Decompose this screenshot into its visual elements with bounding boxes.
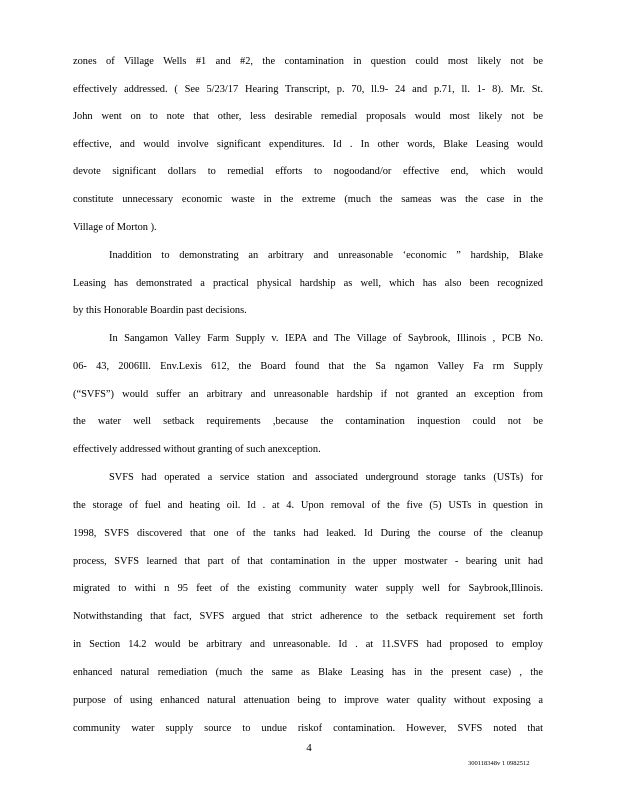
text-line: (“SVFS”) would suffer an arbitrary and unreasonable hardship if not granted an exception from — [73, 389, 543, 400]
text-line: SVFS had operated a service station and associated underground storage tanks (USTs) for — [109, 472, 543, 483]
text-line: devote significant dollars to remedial efforts to nogoodand/or effective end, which would — [73, 166, 543, 177]
text-line: 1998, SVFS discovered that one of the tanks had leaked. Id During the course of the cleanup — [73, 528, 543, 539]
text-line: 06- 43, 2006Ill. Env.Lexis 612, the Board found that the Sa ngamon Valley Fa rm Supply — [73, 361, 543, 372]
text-line: effective, and would involve significant expenditures. Id . In other words, Blake Leasing would — [73, 139, 543, 150]
text-line: in Section 14.2 would be arbitrary and unreasonable. Id . at 11.SVFS had proposed to employ — [73, 639, 543, 650]
document-id: 300118348v 1 0982512 — [468, 760, 530, 767]
text-line: John went on to note that other, less desirable remedial proposals would most likely not be — [73, 111, 543, 122]
text-line: effectively addressed without granting of such anexception. — [73, 444, 321, 455]
text-line: effectively addressed. ( See 5/23/17 Hearing Transcript, p. 70, ll.9- 24 and p.71, ll. 1- 8). Mr. St. — [73, 84, 543, 95]
text-line: Village of Morton ). — [73, 222, 157, 233]
text-line: the storage of fuel and heating oil. Id . at 4. Upon removal of the five (5) USTs in question in — [73, 500, 543, 511]
text-line: zones of Village Wells #1 and #2, the contamination in question could most likely not be — [73, 56, 543, 67]
text-line: the water well setback requirements ,because the contamination inquestion could not be — [73, 416, 543, 427]
text-line: process, SVFS learned that part of that contamination in the upper mostwater - bearing unit had — [73, 556, 543, 567]
text-line: enhanced natural remediation (much the same as Blake Leasing has in the present case) , the — [73, 667, 543, 678]
page-number: 4 — [306, 742, 312, 754]
text-line: constitute unnecessary economic waste in the extreme (much the sameas was the case in the — [73, 194, 543, 205]
text-line: Inaddition to demonstrating an arbitrary and unreasonable ‘economic ” hardship, Blake — [109, 250, 543, 261]
text-line: Leasing has demonstrated a practical physical hardship as well, which has also been recognized — [73, 278, 543, 289]
text-line: community water supply source to undue riskof contamination. However, SVFS noted that — [73, 723, 543, 734]
text-line: In Sangamon Valley Farm Supply v. IEPA and The Village of Saybrook, Illinois , PCB No. — [109, 333, 543, 344]
text-line: by this Honorable Boardin past decisions. — [73, 305, 247, 316]
text-line: migrated to withi n 95 feet of the existing community water supply well for Saybrook,Illinois. — [73, 583, 543, 594]
text-line: Notwithstanding that fact, SVFS argued that strict adherence to the setback requirement set forth — [73, 611, 543, 622]
text-line: purpose of using enhanced natural attenuation being to improve water quality without exposing a — [73, 695, 543, 706]
